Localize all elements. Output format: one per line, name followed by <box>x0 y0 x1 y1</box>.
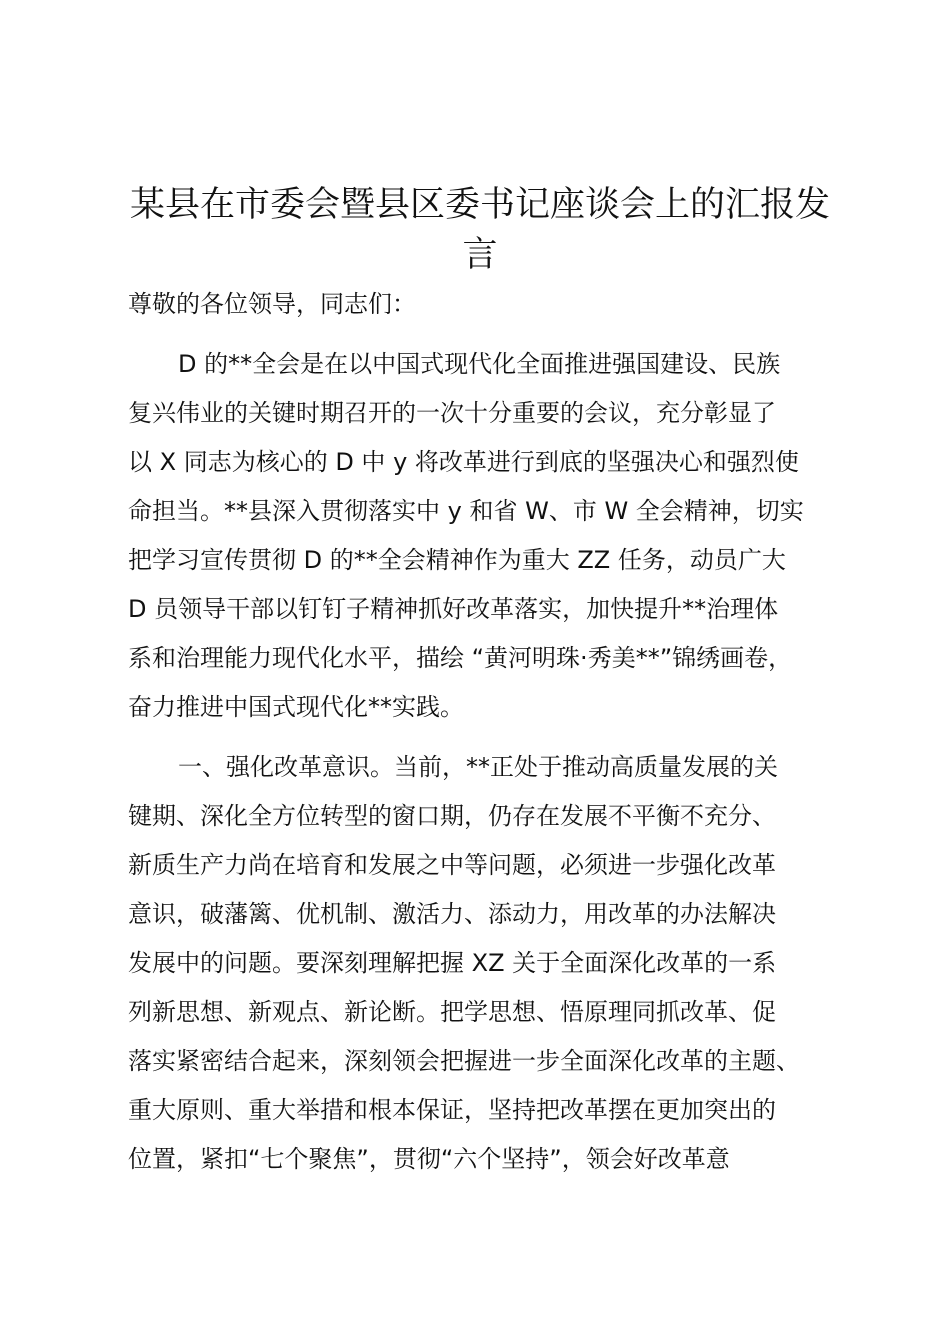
paragraph-1-line: 把学习宣传贯彻 D 的**全会精神作为重大 ZZ 任务，动员广大 <box>128 546 786 574</box>
paragraph-2-line: 列新思想、新观点、新论断。把学思想、悟原理同抓改革、促 <box>128 998 776 1026</box>
paragraph-1 <box>128 340 868 732</box>
paragraph-1-line: D 员领导干部以钉钉子精神抓好改革落实，加快提升**治理体 <box>128 595 779 623</box>
paragraph-2-line: 位置，紧扣“七个聚焦”，贯彻“六个坚持”，领会好改革意 <box>128 1145 730 1173</box>
paragraph-2-line: 新质生产力尚在培育和发展之中等问题，必须进一步强化改革 <box>128 851 776 879</box>
title-line-1: 某县在市委会暨县区委书记座谈会上的汇报发 <box>129 185 830 225</box>
paragraph-1-line: 命担当。**县深入贯彻落实中 y 和省 W、市 W 全会精神，切实 <box>128 497 804 525</box>
paragraph-1-line: D 的**全会是在以中国式现代化全面推进强国建设、民族 <box>178 350 781 378</box>
paragraph-2-line: 一、强化改革意识。当前，**正处于推动高质量发展的关 <box>178 753 778 781</box>
paragraph-2-line: 重大原则、重大举措和根本保证，坚持把改革摆在更加突出的 <box>128 1096 776 1124</box>
title-line-2: 言 <box>462 235 498 275</box>
salutation: 尊敬的各位领导，同志们： <box>128 290 416 318</box>
paragraph-2-line: 发展中的问题。要深刻理解把握 XZ 关于全面深化改革的一系 <box>128 949 777 977</box>
paragraph-2-line: 键期、深化全方位转型的窗口期，仍存在发展不平衡不充分、 <box>128 802 776 830</box>
paragraph-1-line: 系和治理能力现代化水平，描绘 “黄河明珠·秀美**”锦绣画卷， <box>128 644 793 672</box>
paragraph-2 <box>128 743 868 1184</box>
document-title <box>110 180 850 280</box>
paragraph-1-line: 复兴伟业的关键时期召开的一次十分重要的会议，充分彰显了 <box>128 399 776 427</box>
paragraph-1-line: 奋力推进中国式现代化**实践。 <box>128 693 464 721</box>
paragraph-1-line: 以 X 同志为核心的 D 中 y 将改革进行到底的坚强决心和强烈使 <box>128 448 799 476</box>
document-body <box>128 280 868 1184</box>
paragraph-2-line: 落实紧密结合起来，深刻领会把握进一步全面深化改革的主题、 <box>128 1047 800 1075</box>
paragraph-2-line: 意识，破藩篱、优机制、激活力、添动力，用改革的办法解决 <box>128 900 776 928</box>
